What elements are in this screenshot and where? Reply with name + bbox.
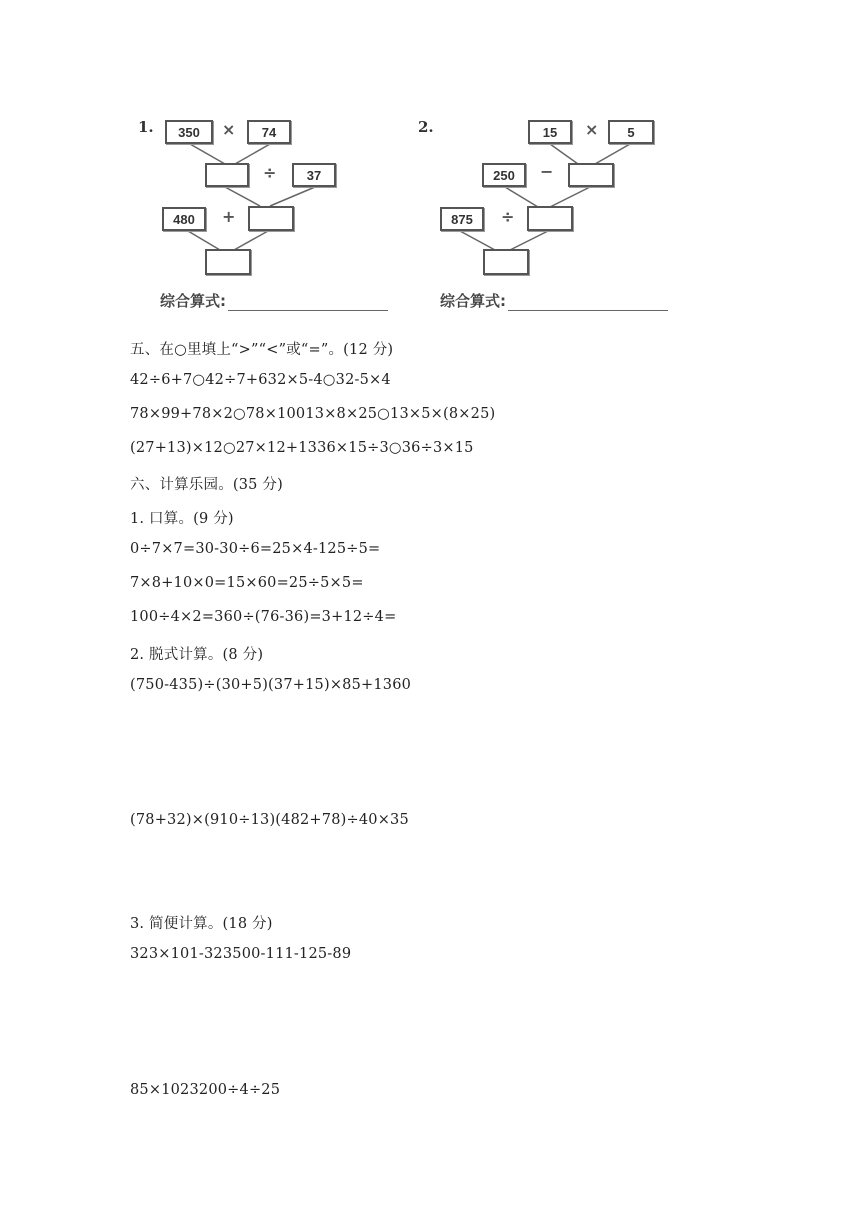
- step-calculation-line: (78+32)×(910÷13)(482+78)÷40×35: [130, 812, 409, 828]
- operand-box: 37: [292, 163, 336, 187]
- operator: −: [540, 162, 554, 181]
- operator: ÷: [263, 163, 277, 182]
- calculation-tree-1: [130, 110, 410, 320]
- operand-box: 74: [247, 120, 291, 144]
- answer-box[interactable]: [205, 249, 251, 275]
- operand-box: 5: [608, 120, 654, 144]
- answer-box[interactable]: [248, 206, 294, 231]
- operand-box: 875: [440, 207, 484, 231]
- subsection-heading: 1. 口算。(9 分): [130, 511, 234, 527]
- section-heading: 五、在○里填上“>”“<”或“=”。(12 分): [130, 342, 394, 358]
- comparison-line: 42÷6+7○42÷7+632×5-4○32-5×4: [130, 372, 391, 388]
- mental-math-line: 7×8+10×0=15×60=25÷5×5=: [130, 575, 364, 591]
- answer-box[interactable]: [483, 249, 529, 275]
- operator: ×: [585, 120, 599, 139]
- answer-box[interactable]: [568, 163, 614, 187]
- subsection-heading: 3. 简便计算。(18 分): [130, 916, 273, 932]
- operator: ÷: [501, 207, 515, 226]
- answer-box[interactable]: [527, 206, 573, 231]
- operator: +: [222, 207, 236, 226]
- comparison-line: 78×99+78×2○78×10013×8×25○13×5×(8×25): [130, 406, 496, 422]
- operand-box: 250: [482, 163, 526, 187]
- operand-box: 480: [162, 207, 206, 231]
- calculation-tree-2: [410, 110, 690, 320]
- simplified-calculation-line: 85×1023200÷4÷25: [130, 1082, 281, 1098]
- formula-label: 综合算式:: [160, 292, 226, 310]
- comparison-line: (27+13)×12○27×12+1336×15÷3○36÷3×15: [130, 440, 474, 456]
- mental-math-line: 0÷7×7=30-30÷6=25×4-125÷5=: [130, 541, 381, 557]
- operator: ×: [222, 120, 236, 139]
- problem-number: 2.: [418, 118, 434, 136]
- step-calculation-line: (750-435)÷(30+5)(37+15)×85+1360: [130, 677, 412, 693]
- operand-box: 15: [528, 120, 572, 144]
- combined-formula: [440, 290, 668, 311]
- operand-box: 350: [165, 120, 213, 144]
- formula-label: 综合算式:: [440, 292, 506, 310]
- formula-blank[interactable]: [228, 310, 388, 311]
- answer-box[interactable]: [205, 163, 249, 187]
- simplified-calculation-line: 323×101-323500-111-125-89: [130, 946, 352, 962]
- formula-blank[interactable]: [508, 310, 668, 311]
- mental-math-line: 100÷4×2=360÷(76-36)=3+12÷4=: [130, 609, 397, 625]
- combined-formula: [160, 290, 388, 311]
- subsection-heading: 2. 脱式计算。(8 分): [130, 647, 264, 663]
- section-heading: 六、计算乐园。(35 分): [130, 477, 283, 493]
- problem-number: 1.: [138, 118, 154, 136]
